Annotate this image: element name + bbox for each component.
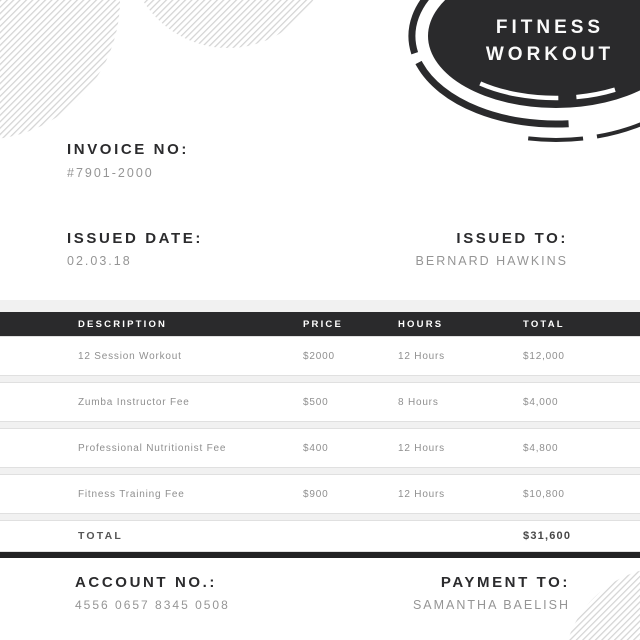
badge-title xyxy=(452,14,640,68)
row-hours: 12 Hours xyxy=(398,350,445,362)
issued-to-value: BERNARD HAWKINS xyxy=(415,254,568,268)
invoice-no-label: INVOICE NO: xyxy=(67,141,189,158)
row-description: 12 Session Workout xyxy=(78,350,182,362)
row-price: $400 xyxy=(303,442,329,454)
row-description: Professional Nutritionist Fee xyxy=(78,442,227,454)
row-description: Zumba Instructor Fee xyxy=(78,396,190,408)
row-hours: 12 Hours xyxy=(398,488,445,500)
row-price: $2000 xyxy=(303,350,335,362)
row-total: $4,800 xyxy=(523,442,559,454)
total-label: TOTAL xyxy=(78,530,124,542)
row-price: $900 xyxy=(303,488,329,500)
row-hours: 12 Hours xyxy=(398,442,445,454)
account-no-label: ACCOUNT NO.: xyxy=(75,574,218,591)
issued-date-value: 02.03.18 xyxy=(67,254,132,268)
payment-to-value: SAMANTHA BAELISH xyxy=(412,598,570,612)
table-row xyxy=(0,428,640,468)
stripe-circle-top-left xyxy=(0,0,120,140)
table-row xyxy=(0,474,640,514)
line-items-table xyxy=(0,300,640,558)
col-header-total: TOTAL xyxy=(523,318,565,330)
row-price: $500 xyxy=(303,396,329,408)
table-row xyxy=(0,336,640,376)
row-description: Fitness Training Fee xyxy=(78,488,185,500)
badge-title-line2: WORKOUT xyxy=(485,44,615,65)
row-total: $10,800 xyxy=(523,488,565,500)
table-total-row xyxy=(0,520,640,552)
stripe-circle-top-middle xyxy=(128,0,328,48)
payment-to-label: PAYMENT TO: xyxy=(440,574,570,591)
col-header-description: DESCRIPTION xyxy=(78,318,168,330)
table-header-row xyxy=(0,312,640,336)
invoice-no-value: #7901-2000 xyxy=(67,166,154,180)
row-hours: 8 Hours xyxy=(398,396,439,408)
stripe-circle-bottom-right xyxy=(563,567,640,640)
account-no-value: 4556 0657 8345 0508 xyxy=(75,598,230,612)
table-row xyxy=(0,382,640,422)
issued-date-label: ISSUED DATE: xyxy=(67,230,203,247)
total-value: $31,600 xyxy=(523,530,572,542)
issued-to-label: ISSUED TO: xyxy=(456,230,568,247)
col-header-price: PRICE xyxy=(303,318,344,330)
row-total: $4,000 xyxy=(523,396,559,408)
col-header-hours: HOURS xyxy=(398,318,444,330)
footer-divider xyxy=(0,552,640,558)
row-total: $12,000 xyxy=(523,350,565,362)
badge-title-line1: FITNESS xyxy=(495,17,605,38)
